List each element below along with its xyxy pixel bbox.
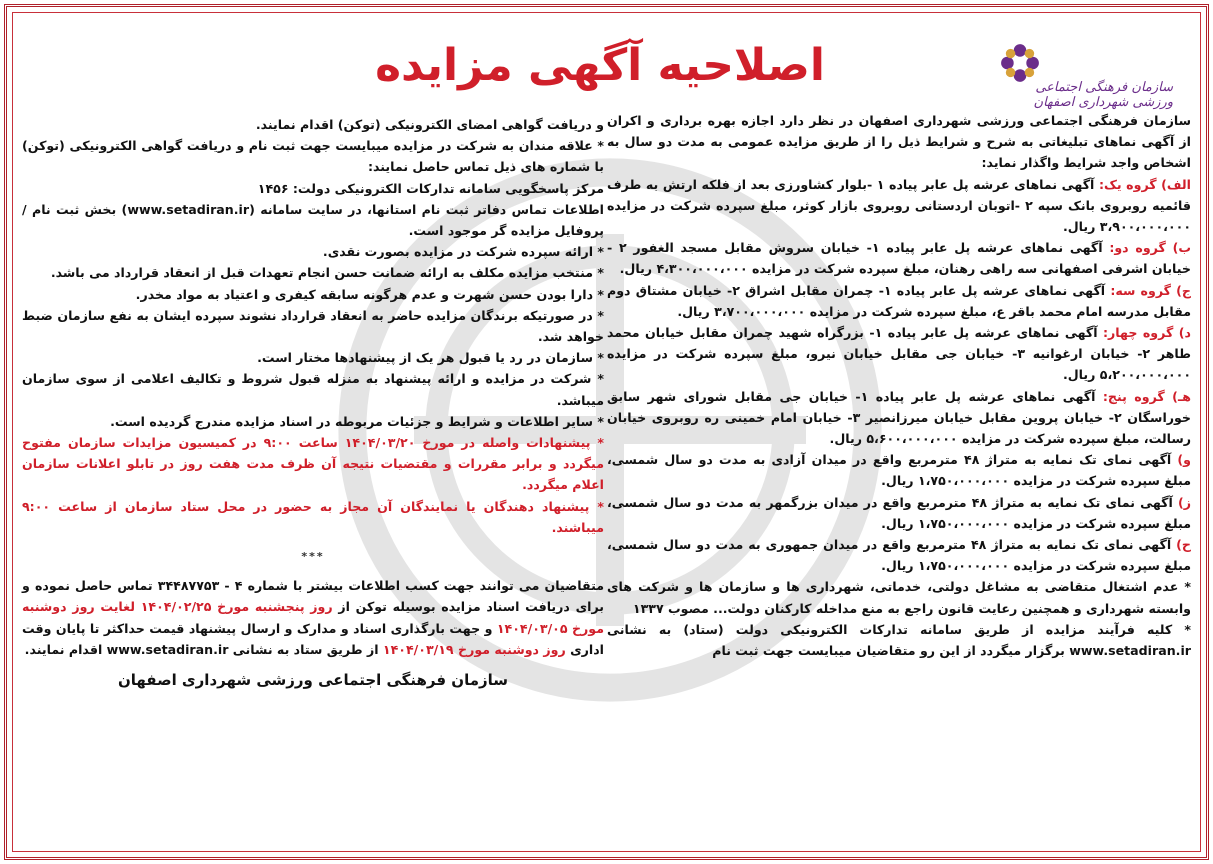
group-text: آگهی نماهای عرشه پل عابر پیاده ۱ -بلوار کشاورزی بعد از فلکه ارتش به طرف قائمیه روبروی بانک سپه ۲ -اتوبان اردستانی روبروی بازار کوثر، مبلغ سپرده شرکت در مزایده ۳،۹۰۰،۰۰۰،۰۰۰ ریال.	[607, 176, 1191, 235]
intro-paragraph: سازمان فرهنگی اجتماعی ورزشی شهرداری اصفهان در نظر دارد اجازه بهره برداری و اکران از آگهی نماهای تبلیغاتی به شرح و شرایط ذیل را از طریق مزایده عمومی به مدت دو سال به اشخاص واجد شرایط واگذار نماید:	[607, 113, 1191, 171]
group-label: د) گروه چهار:	[1103, 325, 1191, 341]
deadline-date: روز دوشنبه مورخ ۱۴۰۴/۰۳/۱۹	[382, 641, 566, 657]
contact-text-2: و جهت بارگذاری اسناد و مدارک و ارسال پیشنهاد قیمت حداکثر تا پایان وقت اداری	[22, 620, 604, 657]
condition-item: * منتخب مزایده مکلف به ارائه ضمانت حسن انجام تعهدات قبل از انعقاد قرارداد می باشد.	[50, 265, 604, 281]
group-label: و)	[1177, 452, 1191, 468]
offices-info	[22, 199, 604, 241]
group-item	[607, 534, 1191, 576]
header	[20, 18, 1193, 110]
group-label: هـ) گروه پنج:	[1102, 388, 1191, 404]
group-text: آگهی نمای تک نمایه به متراژ ۴۸ مترمربع واقع در میدان جمهوری به مدت دو سال شمسی، مبلغ سپرده شرکت در مزایده ۱،۷۵۰،۰۰۰،۰۰۰ ریال.	[607, 537, 1191, 574]
group-item	[607, 280, 1191, 322]
group-text: آگهی نماهای عرشه پل عابر پیاده ۱- چمران مقابل اشراق ۲- خیابان مشتاق دوم مقابل مدرسه امام محمد باقر ع، مبلغ سپرده شرکت در مزایده ۳،۷۰۰،۰۰۰،۰۰۰ ریال.	[607, 282, 1191, 319]
group-item	[607, 174, 1191, 238]
group-text: آگهی نماهای عرشه پل عابر پیاده ۱- خیابان سروش مقابل مسجد الغفور ۲ - خیابان اشرفی اصفهانی سه راهی رهنان، مبلغ سپرده شرکت در مزایده ۴،۳۰۰،۰۰۰،۰۰۰ ریال.	[607, 240, 1191, 277]
logo-text: سازمان فرهنگی اجتماعی ورزشی شهرداری اصفهان	[1033, 80, 1173, 110]
condition-item: * ارائه سپرده شرکت در مزایده بصورت نقدی.	[322, 244, 604, 260]
group-item	[607, 449, 1191, 491]
page-title: اصلاحیه آگهی مزایده	[375, 40, 825, 91]
process-note-text: * کلیه فرآیند مزایده از طریق سامانه تدارکات الکترونیکی دولت (ستاد) به نشانی	[607, 621, 1191, 637]
condition-item: * سایر اطلاعات و شرایط و جزئیات مربوطه در اسناد مزایده مندرج گردیده است.	[110, 413, 604, 429]
opening-date-note: * پیشنهادات واصله در مورخ ۱۴۰۴/۰۳/۲۰ ساعت ۹:۰۰ در کمیسیون مزایدات سازمان مفتوح میگردد و برابر مقررات و مقتضیات نتیجه آن ظرف مدت هفت روز در تابلو اعلانات سازمان اعلام میگردد.	[22, 435, 605, 493]
contact-text: متقاضیان می توانند جهت کسب اطلاعات بیشتر با شماره ۴ - ۳۴۴۸۷۷۵۳ تماس حاصل نموده و برای دریافت اسناد مزایده بوسیله توکن از	[22, 578, 605, 615]
call-center-line: مرکز پاسخگویی سامانه تدارکات الکترونیکی دولت: ۱۴۵۶	[257, 180, 604, 196]
group-text: آگهی نماهای عرشه پل عابر پیاده ۱- بزرگراه شهید چمران مقابل خیابان محمد طاهر ۲- خیابان ارغوانیه ۳- خیابان جی مقابل خیابان نیرو، مبلغ سپرده شرکت در مزایده ۵،۲۰۰،۰۰۰،۰۰۰ ریال.	[607, 325, 1191, 383]
group-item	[607, 386, 1191, 450]
flower-logo-icon	[999, 42, 1041, 84]
setadiran-link[interactable]: www.setadiran.ir	[1069, 643, 1191, 659]
group-label: ز)	[1177, 494, 1191, 510]
group-text: آگهی نمای تک نمایه به متراژ ۴۸ مترمربع واقع در میدان آزادی به مدت دو سال شمسی، مبلغ سپرده شرکت در مزایده ۱،۷۵۰،۰۰۰،۰۰۰ ریال.	[607, 452, 1191, 489]
group-text: آگهی نمای تک نمایه به متراژ ۴۸ مترمربع واقع در میدان بزرگمهر به مدت دو سال شمسی، مبلغ سپرده شرکت در مزایده ۱،۷۵۰،۰۰۰،۰۰۰ ریال.	[607, 494, 1191, 531]
contact-text-3: از طریق ستاد به نشانی	[228, 641, 383, 657]
group-item	[607, 492, 1191, 534]
condition-item: * در صورتیکه برندگان مزایده حاضر به انعقاد قرارداد نشوند سپرده ایشان به نفع سازمان ضبط خواهد شد.	[22, 307, 604, 345]
left-column	[22, 114, 604, 691]
process-note-text-end: برگزار میگردد از این رو متقاضیان میبایست جهت ثبت نام	[712, 643, 1070, 659]
condition-item: * دارا بودن حسن شهرت و عدم هرگونه سابقه کیفری و اعتیاد به مواد مخدر.	[135, 286, 604, 302]
document-date-range: روز پنجشنبه مورخ ۱۴۰۴/۰۲/۲۵ لغایت روز دوشنبه مورخ ۱۴۰۴/۰۳/۰۵	[22, 599, 604, 636]
registration-note: * علاقه مندان به شرکت در مزایده میبایست جهت ثبت نام و دریافت گواهی الکترونیکی (توکن) با شماره های ذیل تماس حاصل نمایند:	[22, 138, 604, 175]
group-item	[607, 237, 1191, 279]
separator-stars: ***	[301, 550, 325, 564]
offices-info-text-end: ) بخش ثبت نام / پروفایل مزایده گر موجود است.	[22, 201, 604, 239]
setadiran-link[interactable]: www.setadiran.ir	[127, 201, 250, 217]
group-item	[607, 322, 1191, 386]
signature: سازمان فرهنگی اجتماعی ورزشی شهرداری اصفهان	[117, 671, 509, 690]
contact-paragraph	[22, 575, 604, 660]
group-label: ج) گروه سه:	[1110, 282, 1191, 298]
group-label: الف) گروه یک:	[1098, 176, 1191, 192]
contact-text-4: اقدام نمایند.	[24, 641, 107, 657]
token-paragraph: و دریافت گواهی امضای الکترونیکی (توکن) اقدام نمایند.	[255, 117, 604, 132]
group-text: آگهی نماهای عرشه پل عابر پیاده ۱- خیابان جی مقابل شورای شهر سابق خوراسگان ۲- خیابان پروین مقابل خیابان میرزانصیر ۳- خیابان امام خمینی ره روبروی خیابان رسالت، مبلغ سپرده شرکت در مزایده ۵،۶۰۰،۰۰۰،۰۰۰ ریال.	[607, 388, 1191, 447]
right-column	[607, 110, 1191, 661]
condition-item: * شرکت در مزایده و ارائه پیشنهاد به منزله قبول شروط و تکالیف اعلامی از سوی سازمان میباشد.	[22, 371, 604, 408]
condition-item: * سازمان در رد یا قبول هر یک از پیشنهادها مختار است.	[257, 350, 604, 366]
attendance-note: * پیشنهاد دهندگان یا نمایندگان آن مجاز به حضور در محل ستاد سازمان از ساعت ۹:۰۰ میباشند.	[22, 498, 604, 535]
group-label: ح)	[1176, 537, 1191, 553]
offices-info-text: اطلاعات تماس دفاتر ثبت نام استانها، در سایت سامانه (	[249, 201, 605, 217]
process-note	[607, 619, 1191, 661]
organization-logo	[1003, 40, 1173, 110]
group-label: ب) گروه دو:	[1109, 240, 1191, 256]
eligibility-note: * عدم اشتغال متقاضی به مشاغل دولتی، خدماتی، شهرداری ها و سازمان ها و شرکت های وابسته شهرداری و همچنین رعایت قانون راجع به منع مداخله کارکنان دولت... مصوب ۱۳۳۷	[607, 579, 1191, 616]
setadiran-link[interactable]: www.setadiran.ir	[106, 641, 229, 657]
